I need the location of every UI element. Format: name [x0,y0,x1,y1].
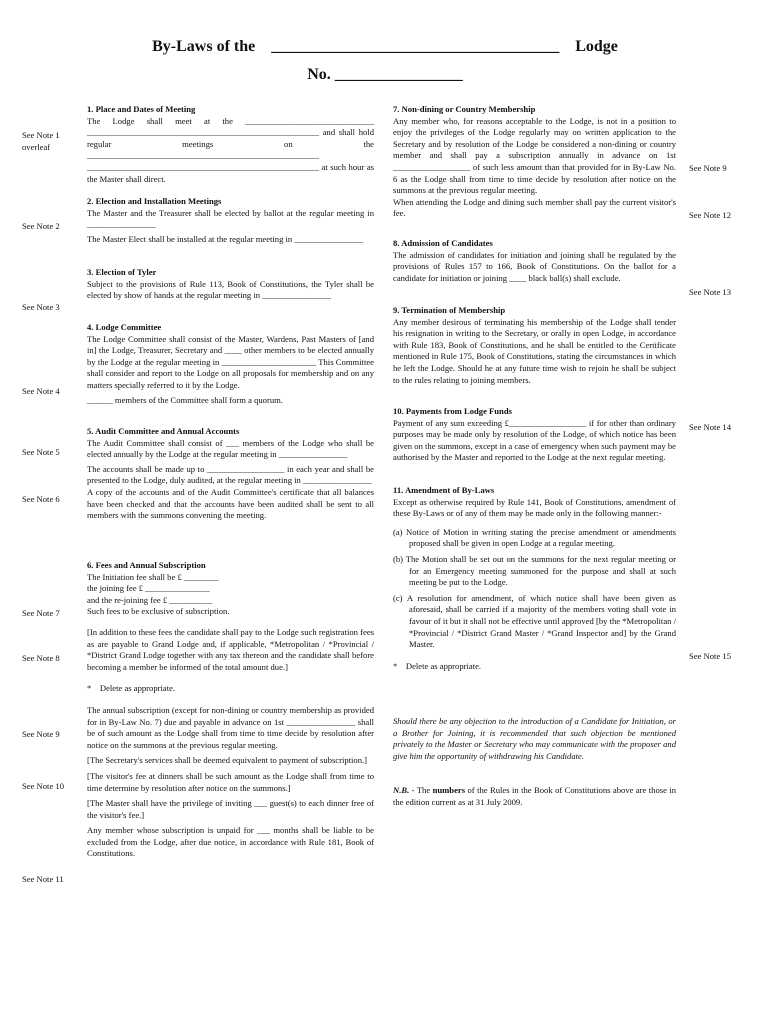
section-text: Any member who, for reasons acceptable to the Lodge, is not in a position to enjoy the privileges of the Lodge regularly may on written application to the Secretary and by resolution of the Lodge be considered a non-dining or country member and shall pay a subscription annually in advance on 1st __________________ of such less amount than that provided for in By-Law No. 6 as the Lodge shall from time to time decide by resolution after notice on the summons at the previous regular meeting. [393,115,676,196]
section-text: A copy of the accounts and of the Audit Committee's certificate that all balances have been checked and that the accounts have been audited shall be sent to all members with the summons convening the meeting. [87,486,374,521]
margin-note: See Note 4 [22,386,60,396]
section-text: Payment of any sum exceeding £__________________ if for other than ordinary purposes may be made only by resolution of the Lodge, of which notice has been given on the summons, except in a case of emergency when such payment may be authorised by the Master and reported to the Lodge at the next regular meeting. [393,417,676,463]
section-text: [The Secretary's services shall be deemed equivalent to payment of subscription.] [87,755,368,766]
section-heading: 11. Amendment of By-Laws [393,485,495,495]
margin-note: See Note 2 [22,221,60,231]
section-text: Any member desirous of terminating his membership of the Lodge shall tender his resignation in writing to the Secretary, or orally in open Lodge, in accordance with Rule 183, Book of Constitutions, and he shall be entitled to the Certificate mentioned in Rule 175, Book of Constitutions, stating the circumstances in which he left the Lodge. Should he at any future time wish to rejoin he shall be subject to the rules relating to joining members. [393,316,676,385]
section-heading: 9. Termination of Membership [393,305,506,315]
margin-note: See Note 13 [689,287,732,297]
section-text: [The Master shall have the privilege of inviting ___ guest(s) to each dinner free of the visitor's fee.] [87,798,374,820]
margin-note: See Note 7 [22,608,60,618]
section-heading: 1. Place and Dates of Meeting [87,104,196,114]
margin-note: See Note 6 [22,494,60,504]
section-heading: 8. Admission of Candidates [393,238,493,248]
section-heading: 2. Election and Installation Meetings [87,196,222,206]
section-2 [87,196,374,245]
margin-note: See Note 8 [22,653,60,663]
footnote: * Delete as appropriate. [393,660,482,671]
section-text: Subject to the provisions of Rule 113, Book of Constitutions, the Tyler shall be elected by show of hands at the regular meeting in ________________ [87,278,374,301]
section-heading: 4. Lodge Committee [87,322,162,332]
section-heading: 10. Payments from Lodge Funds [393,406,512,416]
section-4 [87,322,374,406]
section-text: [The visitor's fee at dinners shall be such amount as the Lodge shall from time to time determine by resolution after notice on the summons.] [87,770,374,793]
nb-bold: numbers [432,785,466,795]
list-item: (a) Notice of Motion in writing stating the precise amendment or amendments proposed shall be given in open Lodge at a regular meeting. [393,526,676,549]
section-text: The Master Elect shall be installed at the regular meeting in ________________ [87,233,364,244]
margin-note: See Note 1 overleaf [22,130,60,152]
margin-note: See Note 5 [22,447,60,457]
section-text: Any member whose subscription is unpaid for ___ months shall be liable to be excluded from the Lodge, after due notice, in accordance with Rule 181, Book of Constitutions. [87,825,374,859]
section-10 [393,406,676,464]
margin-note: See Note 11 [22,874,64,884]
margin-note: See Note 9 [689,163,727,173]
section-text: The Lodge Committee shall consist of the Master, Wardens, Past Masters of [and in] the Lodge, Treasurer, Secretary and ____ other members to be elected annually by the Lodge at the regular meeting in ______________________ This Committee shall consider and report to the Lodge on all proposals for membership and on any matters specially referred to it by the Lodge. [87,333,374,390]
lodge-number: No. ________________ [307,66,463,83]
section-7 [393,104,676,220]
footnote: * Delete as appropriate. [87,683,176,694]
margin-note: See Note 14 [689,422,732,432]
section-text: When attending the Lodge and dining such member shall pay the current visitor's fee. [393,196,676,219]
list-item: (c) A resolution for amendment, of which notice shall have been given as aforesaid, shall be carried if a majority of the members voting shall vote in favour of it but it shall not be effective until approved [by the *Metropolitan / *Provincial / *District Grand Master / *Grand Inspector and] by the Grand Master. [393,592,676,650]
section-heading: 5. Audit Committee and Annual Accounts [87,426,240,436]
nb-label: N.B. [393,785,410,795]
nb-note [393,785,676,808]
section-text: The Lodge shall meet at the ______________________________ ______________________________________________________ and shall hold regular meetings on the ______________________________________________________ ______________________________________________________ at such hour as the Master shall direct. [87,115,374,184]
section-text: The annual subscription (except for non-dining or country membership as provided for in By-Law No. 7) due and payable in advance on 1st ________________ shall be of such amount as the Lodge shall from time to time decide by resolution after notice on the summons at the previous regular meeting. [87,704,374,750]
section-text: [In addition to these fees the candidate shall pay to the Lodge such registration fees as are payable to Grand Lodge and, if applicable, *Metropolitan / *Provincial / *District Grand Lodge together with any tax thereon and the candidate shall before becoming a member be informed of the total amount due.] [87,626,374,672]
objection-note: Should there be any objection to the introduction of a Candidate for Initiation, or a Brother for Joining, it is recommended that such objection be mentioned privately to the Master or Secretary who may communicate with the proposer and give him the opportunity of withdrawing his Candidate. [393,716,676,761]
section-text: The Master and the Treasurer shall be elected by ballot at the regular meeting in ________________ [87,207,374,230]
section-text: the joining fee £ _______________ [87,583,210,594]
section-3 [87,267,374,302]
section-5 [87,426,374,522]
section-text: Such fees to be exclusive of subscription. [87,606,230,617]
section-text: The Initiation fee shall be £ ________ [87,571,219,582]
section-text: and the re-joining fee £ __________ [87,594,213,605]
margin-note: See Note 15 [689,651,732,661]
nb-text: of the Rules in the Book of Constitutions above are those in the edition current as at 31 July 2009. [393,785,677,807]
section-text: The accounts shall be made up to __________________ in each year and shall be presented to the Lodge, duly audited, at the regular meeting in ________________ [87,463,374,486]
margin-note: See Note 10 [22,781,65,791]
section-8 [393,238,676,284]
margin-note: See Note 9 [22,729,60,739]
section-text: The Audit Committee shall consist of ___ members of the Lodge who shall be elected annually by the Lodge at the regular meeting in ________________ [87,437,374,460]
document-title: By-Laws of the ____________________________________ Lodge [152,38,618,55]
section-9 [393,305,676,386]
section-6 [87,560,374,860]
margin-note: See Note 12 [689,210,732,220]
section-text: Except as otherwise required by Rule 141, Book of Constitutions, amendment of these By-Laws or of any of them may be made only in the following manner:- [393,496,676,519]
margin-note: See Note 3 [22,302,60,312]
section-1 [87,104,374,185]
section-heading: 6. Fees and Annual Subscription [87,560,206,570]
section-text: The admission of candidates for initiation and joining shall be regulated by the provisions of Rules 157 to 166, Book of Constitutions. On the ballot for a candidate for initiation or joining ____ black ball(s) shall exclude. [393,249,676,283]
nb-dash: - The [409,785,433,795]
left-column [87,104,374,1004]
section-11 [393,485,676,672]
section-heading: 3. Election of Tyler [87,267,157,277]
section-heading: 7. Non-dining or Country Membership [393,104,536,114]
section-text: ______ members of the Committee shall form a quorum. [87,394,283,405]
right-column [393,104,676,1004]
list-item: (b) The Motion shall be set out on the summons for the next regular meeting or for an Emergency meeting summoned for the purpose and shall at such meeting be put to the Lodge. [393,553,676,588]
